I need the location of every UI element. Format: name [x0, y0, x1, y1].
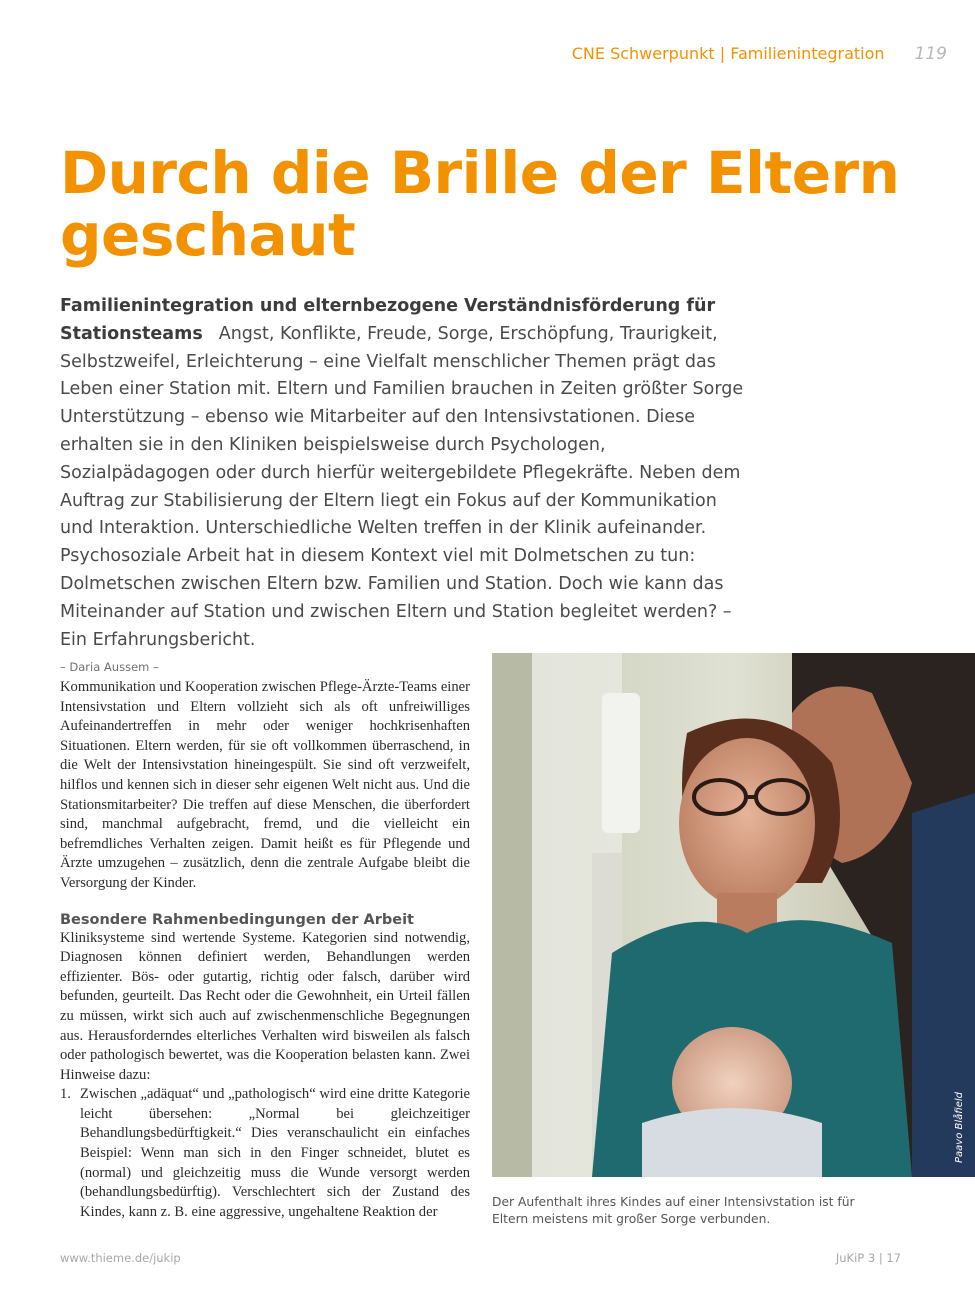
section-subheading: Besondere Rahmenbedingungen der Arbeit	[60, 911, 414, 928]
article-photo	[492, 653, 975, 1177]
section-label: CNE Schwerpunkt | Familienintegration	[571, 44, 885, 63]
body-paragraph-1: Kommunikation und Kooperation zwischen Pflege-Ärzte-Teams einer Intensivstation und Eltern vollzieht sich als oft unfreiwilliges Aufeinandertreffen in mehr oder weniger hochkrisenhaften Situationen. Eltern werden, für sie oft vollkommen überraschend, in die Welt der Intensivstation hineingespült. Sie sind oft verzweifelt, hilflos und kennen sich in dieser sehr eigenen Welt nicht aus. Und die Stationsmitarbeiter? Die treffen auf diese Menschen, die überfordert sind, manchmal aufgebracht, fremd, und die vielleicht ein befremdliches Verhalten zeigen. Damit heißt es für Pflegende und Ärzte umzugehen – zusätzlich, denn die zentrale Aufgabe bleibt die Versorgung der Kinder.	[60, 679, 470, 891]
intro-text: Angst, Konflikte, Freude, Sorge, Erschöpfung, Traurigkeit, Selbstzweifel, Erleichterung – eine Vielfalt menschlicher Themen prägt das Leben einer Station mit. Eltern und Familien brauchen in Zeiten größter Sorge Unterstützung – ebenso wie Mitarbeiter auf den Intensivstationen. Diese erhalten sie in den Kliniken beispielsweise durch Psychologen, Sozialpädagogen oder durch hierfür weitergebildete Pflegekräfte. Neben dem Auftrag zur Stabilisierung der Eltern liegt ein Fokus auf der Kommunikation und Interaktion. Unterschiedliche Welten treffen in der Klinik aufeinander. Psychosoziale Arbeit hat in diesem Kontext viel mit Dolmetschen zu tun: Dolmetschen zwischen Eltern bzw. Familien und Station. Doch wie kann das Miteinander auf Station und zwischen Eltern und Station begleitet werden? – Ein Erfahrungsbericht.	[60, 323, 744, 650]
list-item	[60, 1085, 470, 1222]
photo-caption: Der Aufenthalt ihres Kindes auf einer Intensivstation ist für Eltern meistens mit großer Sorge verbunden.	[492, 1195, 855, 1226]
article-title	[60, 139, 920, 269]
list-item-number: 1.	[60, 1086, 71, 1103]
body-paragraph-2: Kliniksysteme sind wertende Systeme. Kategorien sind notwendig, Diagnosen können definiert werden, Behandlungen werden effizienter. Bös- oder gutartig, richtig oder falsch, darüber wird befunden, geurteilt. Das Recht oder die Gewohnheit, ein Urteil fällen zu müssen, wirkt sich auch auf zwischenmenschliche Begegnungen aus. Herausforderndes elterliches Verhalten wird bisweilen als falsch oder pathologisch bewertet, was die Kooperation belasten kann. Zwei Hinweise dazu:	[60, 929, 470, 1083]
photo-credit: Paavo Blåfield	[954, 1091, 965, 1163]
title-line-2: geschaut	[60, 201, 356, 269]
list-item-text: Zwischen „adäquat“ und „pathologisch“ wird eine dritte Kategorie leicht übersehen: „Normal bei gleichzeitiger Behandlungsbedürftigkeit.“ Dies veranschaulicht ein einfaches Beispiel: Wenn man sich in den Finger schneidet, blutet es (normal) und gleichzeitig muss die Wunde versorgt werden (behandlungsbedürftig). Verschlechtert sich der Zustand des Kindes, kann z. B. eine aggressive, ungehaltene Reaktion der	[80, 1086, 470, 1220]
running-header	[572, 44, 947, 64]
body-column	[60, 660, 470, 1222]
intro-paragraph	[60, 293, 750, 654]
title-line-1: Durch die Brille der Eltern	[60, 139, 900, 207]
footer-journal: JuKiP 3 | 17	[835, 1251, 901, 1265]
numbered-list	[60, 1085, 470, 1222]
photo-illustration	[492, 653, 975, 1177]
intro-lead: Familienintegration und elternbezogene Verständnisförderung für Stationsteams	[60, 296, 716, 344]
author-byline: – Daria Aussem –	[60, 660, 159, 674]
footer-url: www.thieme.de/jukip	[60, 1251, 181, 1265]
page-number: 119	[914, 44, 947, 64]
